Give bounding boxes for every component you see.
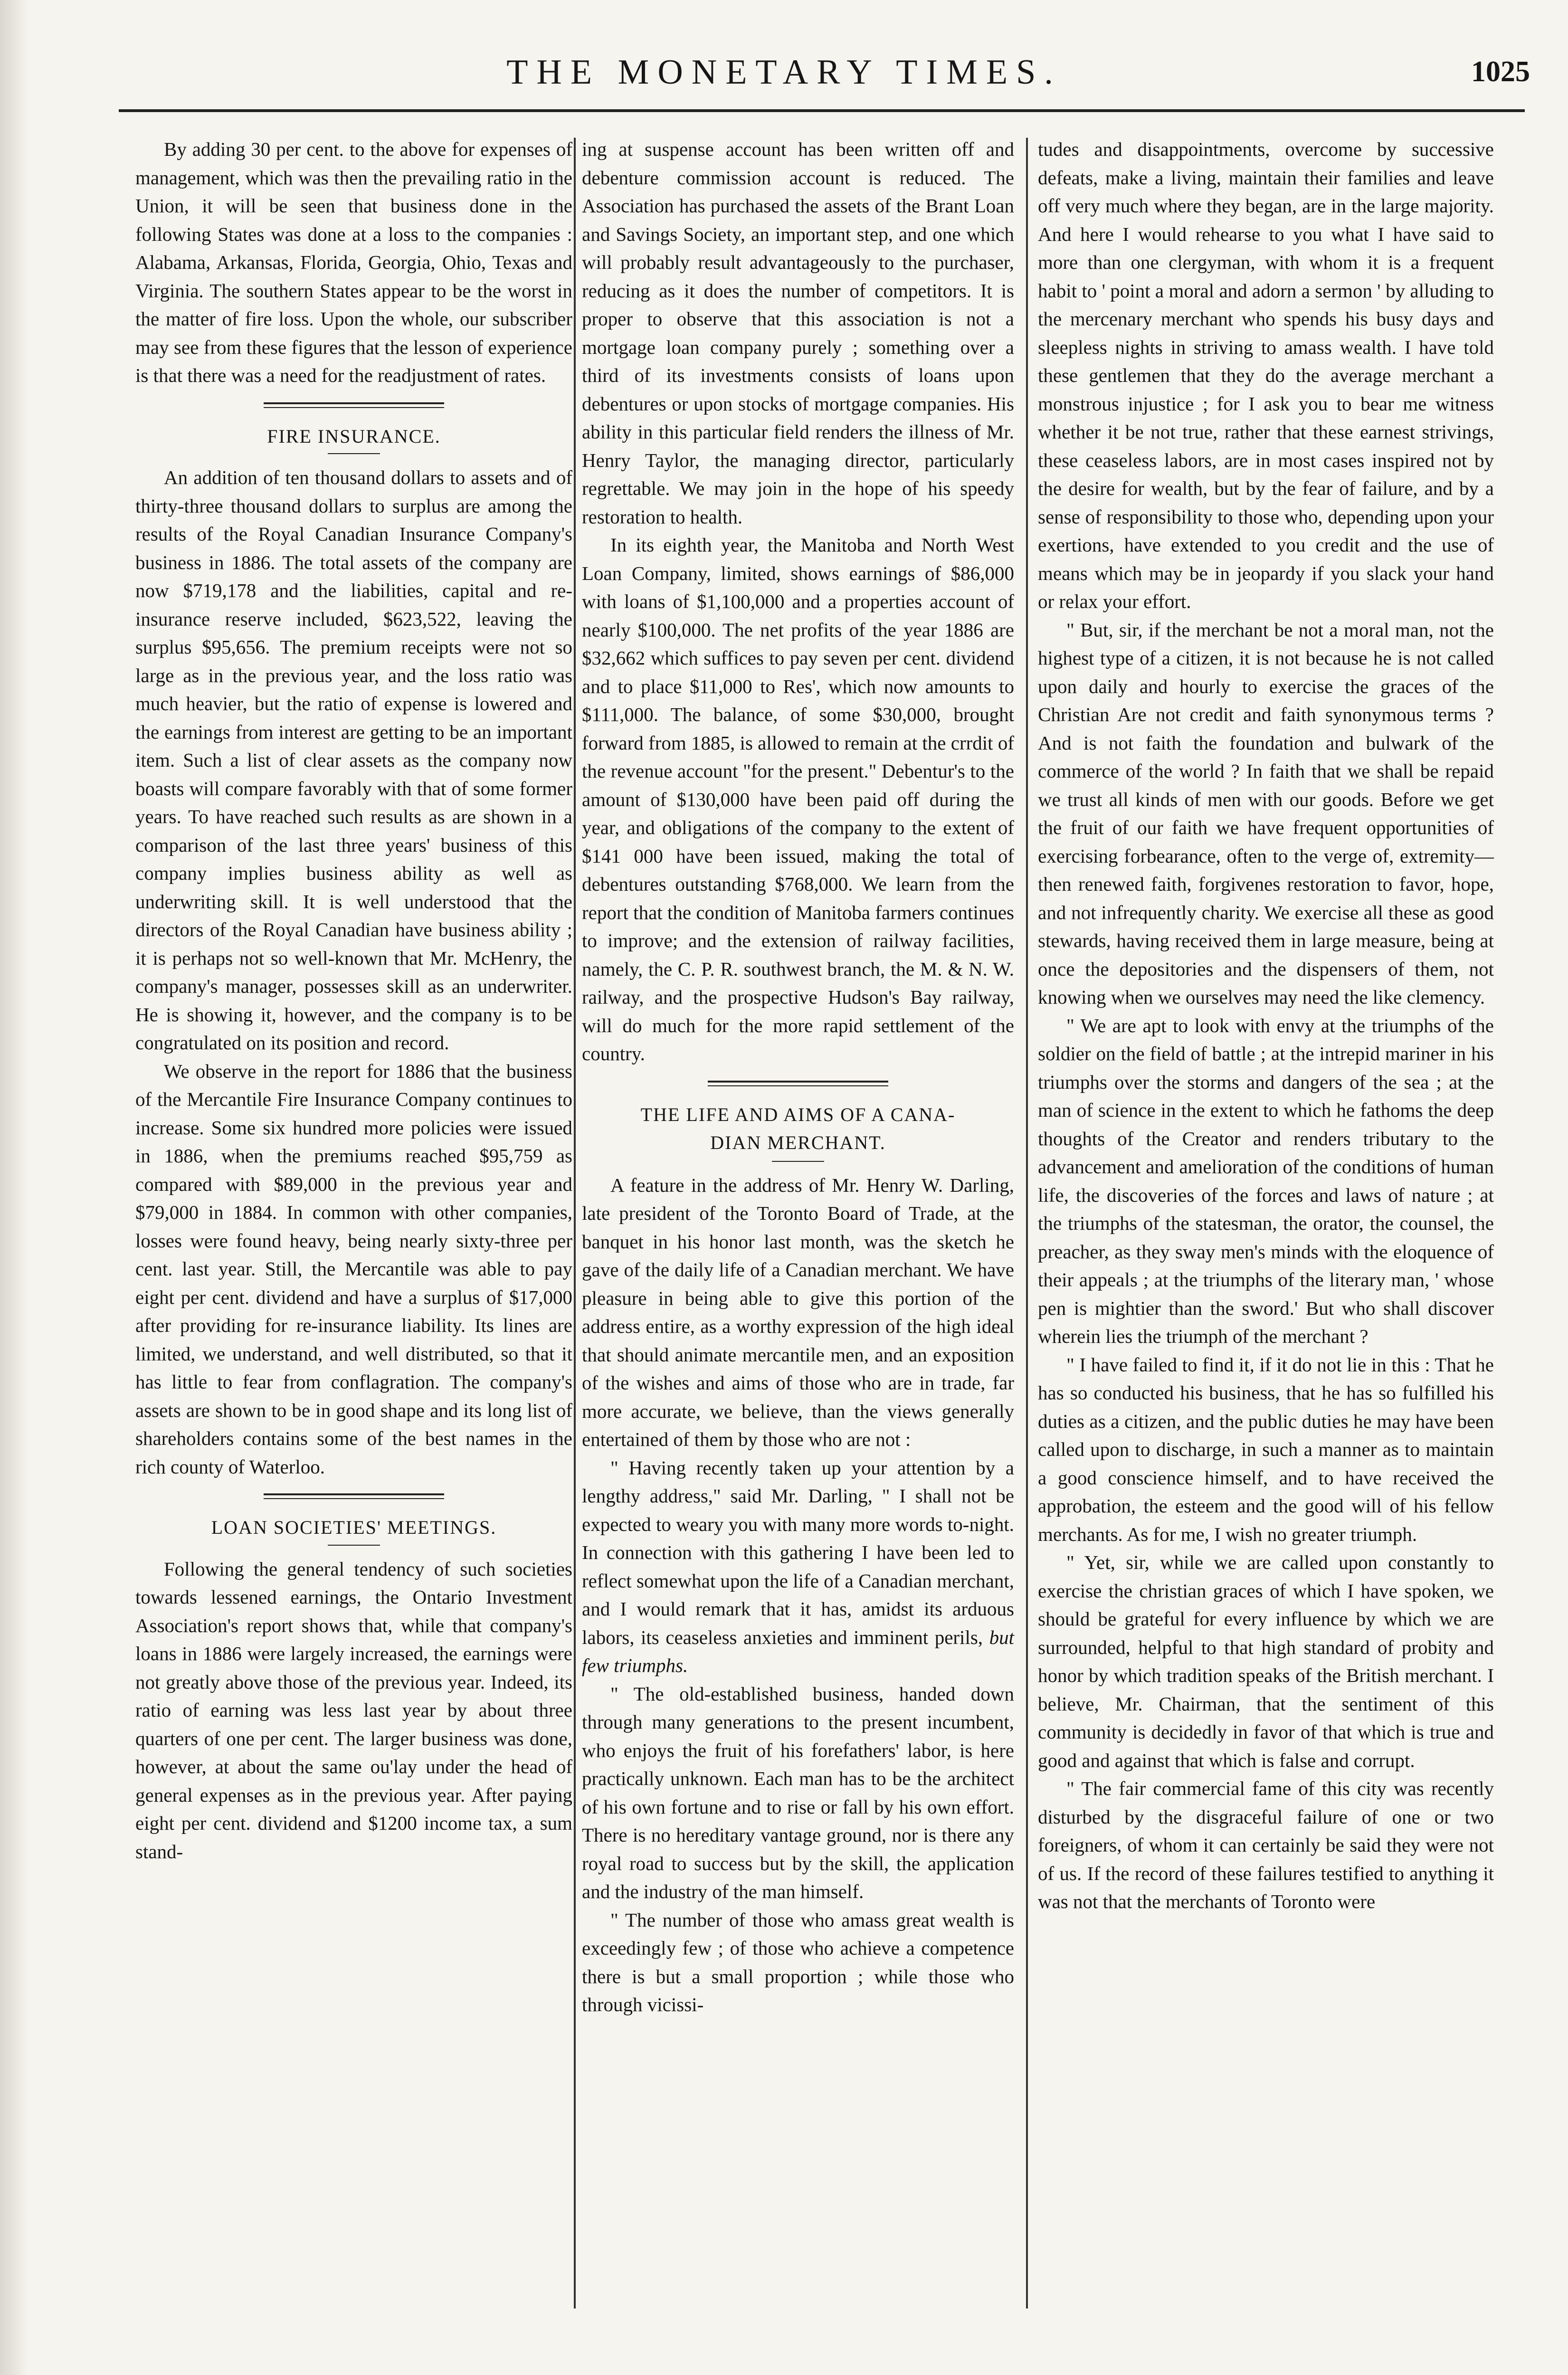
article-paragraph: " I have failed to find it, if it do not lie in this : That he has so conducted his business, that he has so fulfilled his duties as a citizen, and the public duties he may have been called upon to discharge, in such a manner as to maintain a good conscience himself, and to have received the approbation, the esteem and the good will of his fellow merchants. As for me, I wish no greater triumph. bbox=[1038, 1353, 1494, 1545]
heading-rule bbox=[772, 1161, 824, 1162]
article-paragraph: tudes and disappointments, overcome by successive defeats, make a living, maintain their families and leave off very much where they began, are in the large majority. And here I would rehearse to you what I have said to more than one clergyman, with whom it is a frequent habit to ' point a moral and adorn a sermon ' by alluding to the mercenary merchant who spends his busy days and sleepless nights in striving to amass wealth. I have told these gentlemen that they do the average merchant a monstrous injustice ; for I ask you to bear me witness whether it be not true, rather that these earnest strivings, these ceaseless labors, are in most cases inspired not by the desire for wealth, but by the fear of failure, and by a sense of responsibility to those who, depending upon your exertions, have extended to you credit and the use of means which may be in jeopardy if you slack your hand or relax your effort. bbox=[1038, 138, 1494, 612]
column-1 bbox=[135, 135, 572, 1866]
article-paragraph: " Yet, sir, while we are called upon constantly to exercise the christian graces of which I have spoken, we should be grateful for every influence by which we are surrounded, helpful to that high standard of probity and honor by which tradition speaks of the British merchant. I believe, Mr. Chairman, that the sentiment of this community is decidedly in favor of that which is true and good and against that which is false and corrupt. bbox=[1038, 1551, 1494, 1771]
article-paragraph: " The old-established business, handed down through many generations to the present incumbent, who enjoys the fruit of his forefathers' labor, is here practically unknown. Each man has to be the architect of his own fortune and to rise or fall by his own effort. There is no hereditary vantage ground, nor is there any royal road to success but by the skill, the application and the industry of the man himself. bbox=[582, 1682, 1014, 1902]
header-rule bbox=[119, 109, 1525, 112]
section-heading-loan-societies: LOAN SOCIETIES' MEETINGS. bbox=[211, 1517, 497, 1538]
article-paragraph: We observe in the report for 1886 that the business of the Mercantile Fire Insurance Company continues to increase. Some six hundred more policies were issued in 1886, when the premiums reached $95,759 as compared with $89,000 in the previous year and $79,000 in 1884. In common with other companies, losses were found heavy, being nearly sixty-three per cent. last year. Still, the Mercantile was able to pay eight per cent. dividend and have a surplus of $17,000 after providing for re-insurance liability. Its lines are limited, we understand, and well distributed, so that it has little to fear from conflagration. The company's assets are shown to be in good shape and its long list of shareholders contains some of the best names in the rich county of Waterloo. bbox=[135, 1060, 572, 1478]
emphasis-text: but few triumphs. bbox=[582, 1626, 1014, 1676]
article-paragraph: " But, sir, if the merchant be not a moral man, not the highest type of a citizen, it is not because he is not called upon daily and hourly to exercise the graces of the Christian Are not credit and faith synonymous terms ? And is not faith the foundation and bulwark of the commerce of the world ? In faith that we shall be repaid we trust all kinds of men with our goods. Before we get the fruit of our faith we have frequent opportunities of exercising forbearance, often to the verge of, extremity—then renewed faith, forgivenes restoration to favor, hope, and not infrequently charity. We exercise all these as good stewards, having received them in large measure, being at once the depositories and the dispensers of them, not knowing when we ourselves may need the like clemency. bbox=[1038, 618, 1494, 1008]
article-paragraph: An addition of ten thousand dollars to assets and of thirty-three thousand dollars to surplus are among the results of the Royal Canadian Insurance Company's business in 1886. The total assets of the company are now $719,178 and the liabilities, capital and re-insurance reserve included, $623,522, leaving the surplus $95,656. The premium receipts were not so large as in the previous year, and the loss ratio was much heavier, but the ratio of expense is lowered and the earnings from interest are getting to be an important item. Such a list of clear assets as the company now boasts will compare favorably with that of some former years. To have reached such results as are shown in a comparison of the last three years' business of this company implies business ability as well as underwriting skill. It is well understood that the directors of the Royal Canadian have business ability ; it is perhaps not so well-known that Mr. McHenry, the company's manager, possesses skill as an underwriter. He is showing it, however, and the company is to be congratulated on its position and record. bbox=[135, 466, 572, 1054]
article-paragraph bbox=[582, 1454, 1014, 1680]
newspaper-title: THE MONETARY TIMES. bbox=[506, 53, 1062, 92]
section-heading-fire-insurance: FIRE INSURANCE. bbox=[267, 425, 441, 447]
page-binding-shadow bbox=[0, 0, 29, 2375]
column-3 bbox=[1038, 135, 1494, 1916]
section-heading-life-and-aims: THE LIFE AND AIMS OF A CANA- bbox=[640, 1103, 956, 1125]
article-paragraph: " The fair commercial fame of this city was recently disturbed by the disgraceful failure of one or two foreigners, of whom it can certainly be said they were not of us. If the record of these failures testified to anything it was not that the merchants of Toronto were bbox=[1038, 1777, 1494, 1912]
article-paragraph: ing at suspense account has been written off and debenture commission account is reduced. The Association has purchased the assets of the Brant Loan and Savings Society, an important step, and one which will probably result advantageously to the purchaser, reducing as it does the number of competitors. It is proper to observe that this association is not a mortgage loan company purely ; something over a third of its investments consists of loans upon debentures or upon stocks of mortgage companies. His ability in this particular field renders the illness of Mr. Henry Taylor, the managing director, particularly regrettable. We may join in the hope of his speedy restoration to health. bbox=[582, 138, 1014, 528]
section-heading-life-and-aims-line2: DIAN MERCHANT. bbox=[710, 1132, 886, 1153]
column-2 bbox=[582, 135, 1014, 2019]
heading-rule bbox=[328, 453, 380, 454]
article-text: " Having recently taken up your attention by a lengthy address," said Mr. Darling, " I shall not be expected to weary you with many more words to-night. In connection with this gathering I have been led to reflect somewhat upon the life of a Canadian merchant, and I would remark that it has, amidst its arduous labors, its ceaseless anxieties and imminent perils, bbox=[582, 1456, 1014, 1648]
column-divider bbox=[1026, 138, 1028, 2308]
article-paragraph: Following the general tendency of such societies towards lessened earnings, the Ontario Investment Association's report shows that, while that company's loans in 1886 were largely increased, the earnings were not greatly above those of the previous year. Indeed, its ratio of earning was less last year by about three quarters of one per cent. The larger business was done, however, at about the same ou'lay under the head of general expenses as in the previous year. After paying eight per cent. dividend and $1200 income tax, a sum stand- bbox=[135, 1558, 572, 1862]
article-paragraph: A feature in the address of Mr. Henry W. Darling, late president of the Toronto Board of Trade, at the banquet in his honor last month, was the sketch he gave of the daily life of a Canadian merchant. We have pleasure in being able to give this portion of the address entire, as a worthy expression of the high ideal that should animate mercantile men, and an exposition of the wishes and aims of those who are in trade, far more accurate, we believe, than the views generally entertained of them by those who are not : bbox=[582, 1174, 1014, 1450]
column-divider bbox=[574, 138, 576, 2308]
article-paragraph: In its eighth year, the Manitoba and North West Loan Company, limited, shows earnings of $86,000 with loans of $1,100,000 and a properties account of nearly $100,000. The net profits of the year 1886 are $32,662 which suffices to pay seven per cent. dividend and to place $11,000 to Res', which now amounts to $111,000. The balance, of some $30,000, brought forward from 1885, is allowed to remain at the crrdit of the revenue account "for the present." Debentur's to the amount of $130,000 have been paid off during the year, and obligations of the company to the extent of $141 000 have been issued, making the total of debentures outstanding $768,000. We learn from the report that the condition of Manitoba farmers continues to improve; and the extension of railway facilities, namely, the C. P. R. southwest branch, the M. & N. W. railway, and the prospective Hudson's Bay railway, will do much for the more rapid settlement of the country. bbox=[582, 534, 1014, 1064]
heading-rule bbox=[328, 1545, 380, 1546]
section-rule bbox=[264, 402, 444, 408]
article-paragraph: " We are apt to look with envy at the triumphs of the soldier on the field of battle ; at the intrepid mariner in his triumphs over the storms and dangers of the sea ; at the man of science in the extent to which he fathoms the deep thoughts of the Creator and renders tributary to the advancement and amelioration of the conditions of human life, the discoveries of the forces and laws of nature ; at the triumphs of the statesman, the orator, the counsel, the preacher, as they sway men's minds with the eloquence of their appeals ; at the triumphs of the literary man, ' whose pen is mightier than the sword.' But who shall discover wherein lies the triumph of the merchant ? bbox=[1038, 1014, 1494, 1347]
page-number: 1025 bbox=[1471, 56, 1530, 88]
masthead bbox=[0, 52, 1568, 104]
article-paragraph: " The number of those who amass great wealth is exceedingly few ; of those who achieve a competence there is but a small proportion ; while those who through vicissi- bbox=[582, 1909, 1014, 2015]
section-rule bbox=[264, 1493, 444, 1499]
article-paragraph: By adding 30 per cent. to the above for expenses of management, which was then the prevailing ratio in the Union, it will be seen that business done in the following States was done at a loss to the companies : Alabama, Arkansas, Florida, Georgia, Ohio, Texas and Virginia. The southern States appear to be the worst in the matter of fire loss. Upon the whole, our subscriber may see from these figures that the lesson of experience is that there was a need for the readjustment of rates. bbox=[135, 138, 572, 386]
section-rule bbox=[708, 1081, 888, 1086]
